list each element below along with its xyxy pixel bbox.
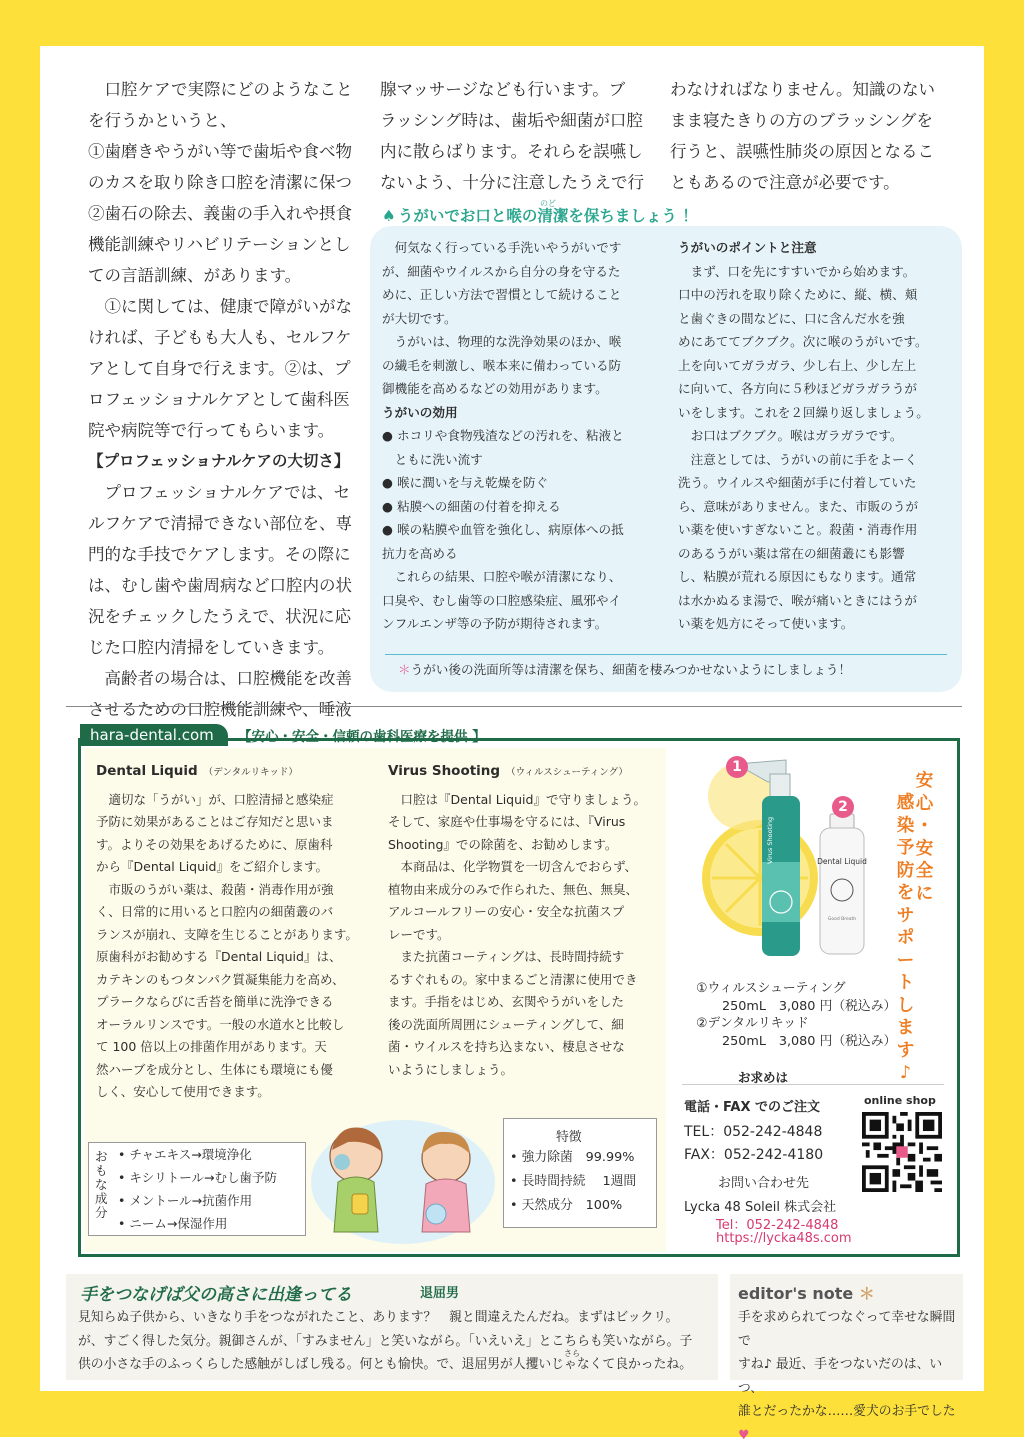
article-line: ルフケアで清掃できない部位を、専 <box>88 514 352 533</box>
article-column-3 <box>670 74 946 198</box>
article-line: ないよう、十分に注意したうえで行 <box>380 173 644 192</box>
ad-line: す。よりその効果をあげるために、原歯科 <box>96 836 333 852</box>
ad-line: から『Dental Liquid』をご紹介します。 <box>96 859 328 874</box>
article-line: を行うかというと、 <box>88 111 237 130</box>
ad-line: 本商品は、化学物質を一切含んでおらず、 <box>400 859 638 874</box>
article-subheading: 【プロフェッショナルケアの大切さ】 <box>88 452 350 470</box>
slogan-char: 予 <box>896 838 915 858</box>
article-line: ①に関しては、健康で障がいがな <box>104 297 352 316</box>
ad-line: しく、安心して使用できます。 <box>96 1084 270 1099</box>
ad-line: レーです。 <box>388 926 450 942</box>
ingredients-list <box>118 1143 277 1235</box>
article-line: 口腔ケアで実際にどのようなこと <box>104 80 353 99</box>
heart-icon: ♥ <box>738 1427 750 1443</box>
site-label[interactable]: hara-dental.com <box>80 724 228 746</box>
gargle-line: し、粘膜が荒れる原因にもなります。通常 <box>678 569 917 584</box>
ingredients-label: おもな成分 <box>95 1149 108 1220</box>
virus-shooting-column <box>388 760 664 1081</box>
gargle-bullet: ● 喉の粘膜や血管を強化し、病原体への抵 <box>382 522 624 537</box>
dental-liquid-title <box>96 760 376 785</box>
product-photo <box>690 752 890 974</box>
ad-line: 然ハーブを成分とし、生体にも環境にも優 <box>96 1061 333 1077</box>
vertical-slogan-col2 <box>895 792 916 1085</box>
gargle-line: い薬を処方にそって使います。 <box>678 616 854 631</box>
gargle-line: うがいは、物理的な洗浄効果のほか、喉 <box>394 334 622 349</box>
ad-line: また抗菌コーティングは、長時間持続す <box>400 949 625 964</box>
slogan-char: す <box>896 1040 915 1061</box>
gargle-line: 上を向いてガラガラ、少し右上、少し左上 <box>678 357 917 373</box>
spade-icon: ♠ <box>382 207 396 225</box>
gargle-line: めにあててブクブク。次に喉のうがいです。 <box>678 334 928 349</box>
gargle-line: ともに洗い流す <box>394 451 483 467</box>
editor-note-title <box>738 1281 875 1304</box>
price-list <box>696 980 896 1050</box>
bottle1-label: Virus Shooting <box>766 816 774 864</box>
article-line: ての言語訓練、があります。 <box>88 266 302 285</box>
slogan-char: 安 <box>915 771 934 791</box>
gargle-line: お口はブクブク。喉はガラガラです。 <box>690 428 903 443</box>
ad-line: 予防に効果があることはご存知だと思いま <box>96 814 334 829</box>
gargle-title-text: うがいでお口と喉の清潔を保ちましょう ！ <box>397 207 698 225</box>
gargle-line: 洗う。ウイルスや細菌が手に付着していた <box>678 475 917 490</box>
price-item-2-name: ②デンタルリキッド <box>696 1016 809 1031</box>
ingredient-item: • キシリトール→むし歯予防 <box>118 1170 277 1185</box>
feature-item: • 長時間持続 1週間 <box>510 1174 637 1189</box>
slogan-char: ト <box>896 973 915 993</box>
article-line: 況をチェックしたうえで、状況に応 <box>88 607 352 626</box>
gargle-line: これらの結果、口腔や喉が清潔になり、 <box>394 569 622 584</box>
gargle-line: 口中の汚れを取り除くために、縦、横、頬 <box>678 287 918 302</box>
ad-line: 市販のうがい薬は、殺菌・消毒作用が強 <box>108 881 334 897</box>
slogan-char: を <box>896 883 915 903</box>
slogan-char: ♪ <box>899 1063 912 1083</box>
fax-number: FAX：052-242-4180 <box>684 1147 824 1163</box>
article-line: 腺マッサージなども行います。ブ <box>380 80 626 99</box>
yellow-frame-left <box>0 0 40 1437</box>
gargle-line: 御機能を高めるなどの効用があります。 <box>382 381 608 396</box>
product-reading: （デンタルリキッド） <box>203 767 298 778</box>
ad-line: ランスが崩れ、支障を生じることがあります。 <box>96 926 358 942</box>
article-line: 門的な手技でケアします。その際に <box>88 545 351 564</box>
inquiry-label: お問い合わせ先 <box>718 1176 810 1191</box>
ad-line: カテキンのもつタンパク質凝集能力を高め、 <box>96 971 345 987</box>
gargle-line: 何気なく行っている手洗いやうがいです <box>394 240 622 255</box>
senryu-title: 手をつなげば父の高さに出逢ってる <box>80 1285 352 1305</box>
gargle-line: 抗力を高める <box>382 545 458 561</box>
gargle-line: が大切です。 <box>382 310 457 326</box>
senryu-line: が、すごく得した気分。親御さんが、「すみません」と笑いながら。「いえいえ」とこちらも笑いながら。子 <box>78 1333 693 1349</box>
article-line: ロフェッショナルケアとして歯科医 <box>88 390 350 409</box>
children-gargling-illustration <box>308 1112 498 1248</box>
gargle-note-text: うがい後の洗面所等は清潔を保ち、細菌を棲みつかせないようにしましょう！ <box>410 662 852 677</box>
section-divider <box>66 706 962 707</box>
editor-note-line: 手を求められてつなぐって幸せな瞬間で <box>738 1310 956 1349</box>
slogan-char: ・ <box>915 816 934 836</box>
online-shop-label: online shop <box>864 1094 936 1107</box>
senryu-text <box>78 1306 718 1377</box>
virus-shooting-title <box>388 760 664 785</box>
dental-liquid-column <box>96 760 376 1104</box>
ad-line: く、日常的に用いると口腔内の細菌叢のバ <box>96 904 334 919</box>
gargle-bullet: ● ホコリや食物残渣などの汚れを、粘液と <box>382 428 624 443</box>
ad-line: ます。手指をはじめ、玄関やうがいをした <box>388 994 625 1009</box>
ad-line: 口腔は『Dental Liquid』で守りましょう。 <box>400 791 646 807</box>
slogan-char: に <box>915 883 934 904</box>
article-line: 高齢者の場合は、口腔機能を改善 <box>104 669 352 688</box>
product-reading: （ウィルスシューティング） <box>506 767 628 778</box>
ad-tagline: 【安心・安全・信頼の歯科医療を提供 】 <box>238 729 486 745</box>
article-line: ラッシング時は、歯垢や細菌が口腔 <box>380 111 643 130</box>
article-line: のカスを取り除き口腔を清潔に保つ <box>88 173 352 192</box>
qr-code-icon[interactable] <box>862 1112 942 1192</box>
company-name: Lycka 48 Soleil 株式会社 <box>684 1200 837 1215</box>
feature-item: • 天然成分 100% <box>510 1198 623 1213</box>
gargle-bullet: ● 喉に潤いを与え乾燥を防ぐ <box>382 475 549 490</box>
gargle-line: と歯ぐきの間などに、口に含んだ水を強 <box>678 310 905 326</box>
slogan-char: 安 <box>915 838 934 859</box>
ad-line: オーラルリンスです。一般の水道水と比較し <box>96 1016 345 1032</box>
tel-number[interactable]: TEL：052-242-4848 <box>684 1124 823 1140</box>
ad-line: るすぐれもの。家中まるごと清潔に使用でき <box>388 971 638 987</box>
gargle-note <box>398 659 851 678</box>
price-item-1-name: ①ウィルスシューティング <box>696 981 846 996</box>
article-line: 行うと、誤嚥性肺炎の原因となるこ <box>670 142 934 161</box>
price-item-2-value: 250mL 3,080 円（税込み） <box>722 1033 897 1049</box>
features-title: 特徴 <box>556 1130 582 1145</box>
editor-note-text <box>738 1306 960 1447</box>
article-line: ともあるので注意が必要です。 <box>670 173 900 192</box>
article-line: プロフェッショナルケアでは、セ <box>104 483 351 502</box>
gargle-left-column <box>382 236 660 636</box>
gargle-bullet: ● 粘膜への細菌の付着を抑える <box>382 498 561 514</box>
slogan-char: 心 <box>915 793 934 814</box>
gargle-subheading: うがいの効用 <box>382 404 458 420</box>
gargle-line: が、細菌やウイルスから自分の身を守るた <box>382 263 621 279</box>
ingredient-item: • メントール→抗菌作用 <box>118 1193 253 1208</box>
asterisk-icon: ＊ <box>398 662 411 677</box>
senryu-author: 退屈男 <box>420 1286 460 1301</box>
ad-line: 菌・ウイルスを持ち込まない、棲息させな <box>388 1039 625 1054</box>
article-line: じた口腔内清掃をしていきます。 <box>88 638 335 657</box>
product-number-1: 1 <box>726 756 748 778</box>
gargle-line: いをします。これを２回繰り返しましょう。 <box>678 404 929 420</box>
product-name: Virus Shooting <box>388 763 501 779</box>
gargle-divider <box>385 654 947 655</box>
slogan-char: 染 <box>896 815 915 836</box>
ad-line: 適切な「うがい」が、口腔清掃と感染症 <box>108 791 334 807</box>
article-line: アとして自身で行えます。②は、プ <box>88 359 351 378</box>
buy-label: お求めは <box>738 1070 789 1085</box>
gargle-title <box>382 204 698 226</box>
gargle-right-column <box>678 236 960 636</box>
article-column-2 <box>380 74 656 198</box>
product-number-2: 2 <box>832 796 854 818</box>
price-item-1-value: 250mL 3,080 円（税込み） <box>722 998 897 1014</box>
article-line: ②歯石の除去、義歯の手入れや摂食 <box>88 204 352 223</box>
slogan-char: 防 <box>896 860 915 881</box>
ad-line: て 100 倍以上の排菌作用があります。天 <box>96 1039 327 1054</box>
sara-ruby: さら <box>564 1349 580 1358</box>
article-line: 院や病院等で行ってもらいます。 <box>88 421 335 440</box>
bottle2-small-label: Good Breath <box>827 917 857 922</box>
article-line: させるための口腔機能訓練や、唾液 <box>88 700 352 719</box>
buy-divider <box>682 1084 944 1085</box>
gargle-line: ンフルエンザ等の予防が期待されます。 <box>382 616 608 631</box>
gargle-line: に向いて、各方向に５秒ほどガラガラうが <box>678 381 918 396</box>
gargle-line: のあるうがい薬は常在の細菌叢にも影響 <box>678 545 905 561</box>
yellow-frame-top <box>0 0 1024 46</box>
editor-note-line: 誰とだったかな……愛犬のお手でした <box>738 1404 956 1419</box>
gargle-line: は水かぬるま湯で、喉が痛いときにはうが <box>678 592 918 608</box>
article-line: まま寝たきりの方のブラッシングを <box>670 111 933 130</box>
ad-line: 後の洗面所周囲にシューティングして、細 <box>388 1016 624 1032</box>
ad-line: プラークならびに舌苔を簡単に洗浄できる <box>96 994 334 1009</box>
order-label: 電話・FAX でのご注文 <box>684 1100 820 1115</box>
ad-line: 植物由来成分のみで作られた、無色、無臭、 <box>388 881 639 897</box>
title-ruby: のど <box>540 199 556 208</box>
slogan-char: ポ <box>896 928 915 948</box>
gargle-line: めに、正しい方法で習慣として続けること <box>382 287 622 302</box>
ad-line: いようにしましょう。 <box>388 1061 514 1077</box>
article-line: ①歯磨きやうがい等で歯垢や食べ物 <box>88 142 352 161</box>
article-column-1 <box>88 74 364 725</box>
article-line: 機能訓練やリハビリテーションとし <box>88 235 351 254</box>
article-line: 内に散らばります。それらを誤嚥し <box>380 142 643 161</box>
slogan-char: サ <box>896 905 915 926</box>
slogan-char: ー <box>896 950 915 971</box>
slogan-char: 感 <box>896 793 915 813</box>
gargle-line: ら、意味がありません。また、市販のうが <box>678 498 919 514</box>
gargle-line: まず、口を先にすすいでから始めます。 <box>690 263 916 279</box>
dental-liquid-bottle <box>817 814 867 954</box>
slogan-char: ま <box>896 1018 915 1038</box>
article-line: ければ、子どもも大人も、セルフケ <box>88 328 352 347</box>
company-tel[interactable]: Tel：052-242-4848 <box>716 1218 839 1233</box>
company-url[interactable]: https://lycka48s.com <box>716 1231 852 1246</box>
ad-line: Shooting』での除菌を、お勧めします。 <box>388 836 618 852</box>
ad-line: そして、家庭や仕事場を守るには、『Virus <box>388 814 626 829</box>
gargle-subheading: うがいのポイントと注意 <box>678 240 817 255</box>
slogan-char: 全 <box>915 861 934 881</box>
ingredient-item: • ニーム→保湿作用 <box>118 1216 228 1231</box>
article-line: わなければなりません。知識のない <box>670 80 935 99</box>
vertical-slogan-col1 <box>914 770 935 905</box>
ad-line: 原歯科がお勧めする『Dental Liquid』は、 <box>96 949 342 964</box>
ingredient-item: • チャエキス→環境浄化 <box>118 1147 252 1162</box>
senryu-line: 見知らぬ子供から、いきなり手をつながれたこと、あります？ 親と間違えたんだね。まずはビックリ。 <box>78 1310 679 1325</box>
product-name: Dental Liquid <box>96 763 198 779</box>
editor-note-title-text: editor's note <box>738 1284 854 1303</box>
slogan-char: し <box>896 995 915 1016</box>
gargle-line: い薬を使いすぎないこと。殺菌・消毒作用 <box>678 522 918 537</box>
asterisk-icon: ＊ <box>858 1284 875 1303</box>
gargle-line: 注意としては、うがいの前に手をよーく <box>690 451 918 467</box>
senryu-line: 供の小さな手のふっくらした感触がしばし残る。何とも愉快。で、退屈男が人攫いじゃなくて良かったね。 <box>78 1357 692 1372</box>
gargle-line: 口臭や、むし歯等の口腔感染症、風邪やイ <box>382 592 622 608</box>
features-list <box>510 1146 636 1218</box>
gargle-line: の繊毛を刺激し、喉本来に備わっている防 <box>382 357 622 373</box>
feature-item: • 強力除菌 99.99% <box>510 1150 635 1165</box>
bottle2-label: Dental Liquid <box>817 857 867 866</box>
yellow-frame-right <box>984 0 1024 1437</box>
editor-note-line: すね♪ 最近、手をつないだのは、いつ、 <box>738 1357 943 1396</box>
article-line: は、むし歯や歯周病など口腔内の状 <box>88 576 352 595</box>
ad-line: アルコールフリーの安心・安全な抗菌スプ <box>388 904 625 919</box>
